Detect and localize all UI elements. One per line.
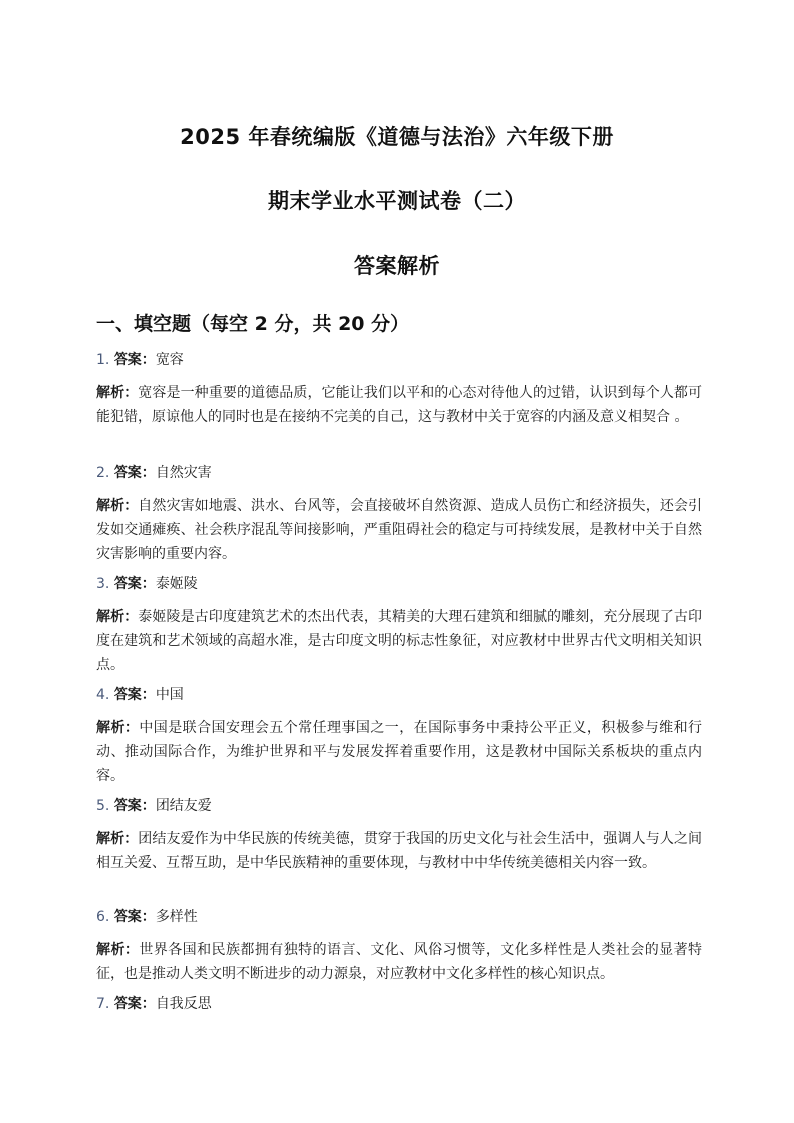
explanation-text: 泰姬陵是古印度建筑艺术的杰出代表，其精美的大理石建筑和细腻的雕刻，充分展现了古印度在建筑和艺术领域的高超水准，是古印度文明的标志性象征，对应教材中世界古代文明相关知识点。: [96, 609, 703, 673]
explanation-label: 解析：: [96, 498, 139, 514]
question-item: [96, 574, 702, 677]
answer-value: 团结友爱: [155, 798, 212, 814]
explanation-text: 世界各国和民族都拥有独特的语言、文化、风俗习惯等，文化多样性是人类社会的显著特征，也是推动人类文明不断进步的动力源泉，对应教材中文化多样性的核心知识点。: [96, 942, 703, 982]
answer-line: [96, 350, 702, 370]
question-item: [96, 463, 702, 566]
explanation-text: 自然灾害如地震、洪水、台风等，会直接破坏自然资源、造成人员伤亡和经济损失，还会引发如交通瘫痪、社会秩序混乱等间接影响，严重阻碍社会的稳定与可持续发展，是教材中关于自然灾害影响的重要内容。: [96, 498, 703, 562]
answer-label: 答案：: [113, 798, 156, 814]
question-number: 5.: [96, 798, 110, 814]
question-number: 1.: [96, 352, 110, 368]
answer-line: [96, 994, 702, 1014]
answer-value: 自我反思: [155, 996, 212, 1012]
explanation: [96, 605, 702, 677]
answer-label: 答案：: [113, 352, 156, 368]
question-item: [96, 907, 702, 986]
question-number: 3.: [96, 576, 110, 592]
question-number: 4.: [96, 687, 110, 703]
answer-line: [96, 685, 702, 705]
answer-line: [96, 796, 702, 816]
answer-value: 泰姬陵: [155, 576, 198, 592]
explanation-label: 解析：: [96, 385, 139, 401]
answer-label: 答案：: [113, 576, 156, 592]
explanation-text: 宽容是一种重要的道德品质，它能让我们以平和的心态对待他人的过错，认识到每个人都可能犯错，原谅他人的同时也是在接纳不完美的自己，这与教材中关于宽容的内涵及意义相契合 。: [96, 385, 703, 425]
explanation-text: 团结友爱作为中华民族的传统美德，贯穿于我国的历史文化与社会生活中，强调人与人之间相互关爱、互帮互助，是中华民族精神的重要体现，与教材中中华传统美德相关内容一致。: [96, 831, 703, 871]
answer-label: 答案：: [113, 909, 156, 925]
explanation: [96, 494, 702, 566]
question-item: [96, 350, 702, 429]
answer-line: [96, 574, 702, 594]
answer-value: 中国: [155, 687, 184, 703]
explanation: [96, 938, 702, 986]
explanation: [96, 716, 702, 788]
question-item: [96, 994, 702, 1014]
explanation: [96, 827, 702, 875]
explanation-label: 解析：: [96, 942, 140, 958]
explanation-label: 解析：: [96, 720, 140, 736]
document-title: 2025 年春统编版《道德与法治》六年级下册: [180, 125, 614, 149]
explanation-label: 解析：: [96, 831, 139, 847]
document-subtitle: 期末学业水平测试卷（二）: [268, 189, 526, 213]
question-number: 2.: [96, 465, 110, 481]
question-item: [96, 796, 702, 875]
question-item: [96, 685, 702, 788]
answer-value: 多样性: [155, 909, 198, 925]
explanation-text: 中国是联合国安理会五个常任理事国之一，在国际事务中秉持公平正义，积极参与维和行动、推动国际合作，为维护世界和平与发展发挥着重要作用，这是教材中国际关系板块的重点内容。: [96, 720, 703, 784]
answer-line: [96, 463, 702, 483]
answer-key-title: 答案解析: [354, 254, 440, 278]
question-number: 6.: [96, 909, 110, 925]
answer-label: 答案：: [113, 996, 156, 1012]
section-heading-fill-in-blank: 一、填空题（每空 2 分，共 20 分）: [96, 313, 410, 335]
answer-line: [96, 907, 702, 927]
question-number: 7.: [96, 996, 110, 1012]
explanation-label: 解析：: [96, 609, 139, 625]
answer-value: 宽容: [155, 352, 184, 368]
answer-label: 答案：: [113, 465, 156, 481]
explanation: [96, 381, 702, 429]
answer-label: 答案：: [113, 687, 156, 703]
answer-value: 自然灾害: [155, 465, 212, 481]
